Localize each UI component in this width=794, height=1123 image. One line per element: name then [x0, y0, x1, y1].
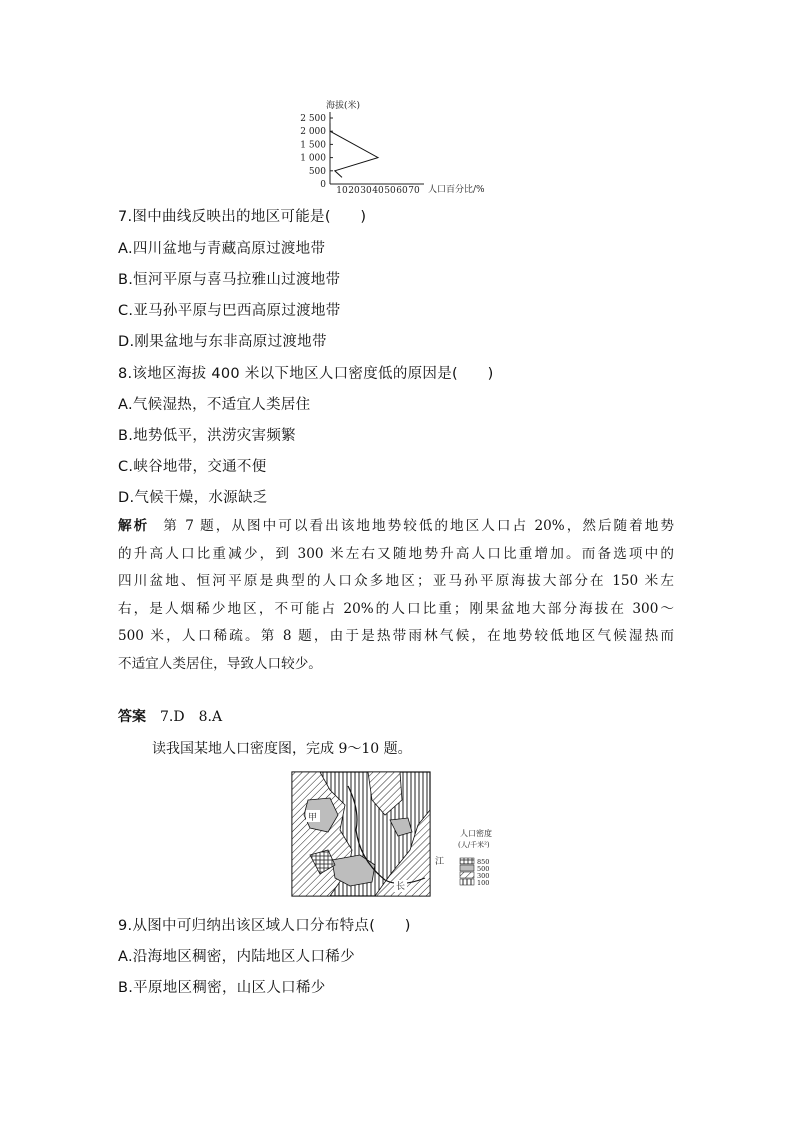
analysis-label: 解析 [118, 518, 150, 534]
analysis-line: 的升高人口比重减少，到 300 米左右又随地势升高人口比重增加。而备选项中的 [118, 545, 674, 562]
legend-label-850: 850 [477, 858, 490, 866]
map-label-chang: 长 [396, 882, 406, 892]
y-tick-label: 1 000 [300, 153, 326, 164]
q8-option-a: A.气候湿热，不适宜人类居住 [118, 397, 311, 413]
q7-option-b: B.恒河平原与喜马拉雅山过渡地带 [118, 272, 341, 288]
legend-swatch-100 [460, 879, 474, 885]
legend-swatch-850 [460, 858, 474, 864]
x-tick-label: 70 [408, 186, 420, 196]
y-tick-label: 2 500 [300, 114, 326, 124]
legend-label-500: 500 [477, 865, 490, 873]
y-tick-label: 0 [320, 180, 326, 190]
q9-option-b: B.平原地区稠密，山区人口稀少 [118, 980, 326, 996]
altitude-population-chart [290, 96, 510, 200]
legend-label-100: 100 [477, 879, 490, 887]
q8-stem: 8.该地区海拔 400 米以下地区人口密度低的原因是( ) [118, 366, 494, 382]
q9-stem: 9.从图中可归纳出该区域人口分布特点( ) [118, 918, 411, 934]
q8-option-b: B.地势低平，洪涝灾害频繁 [118, 428, 296, 444]
x-tick-label: 50 [384, 186, 396, 196]
chart-ylabel: 海拔(米) [326, 101, 361, 111]
answer-label: 答案 [118, 709, 146, 725]
legend-label-300: 300 [477, 872, 490, 880]
analysis-line: 500 米，人口稀疏。第 8 题，由于是热带雨林气候，在地势较低地区气候湿热而 [118, 628, 674, 644]
legend-title: 人口密度 [460, 829, 492, 838]
x-tick-label: 40 [372, 186, 384, 196]
map-label-jiang: 江 [435, 857, 445, 867]
x-tick-label: 30 [360, 186, 372, 196]
section-intro: 读我国某地人口密度图，完成 9～10 题。 [152, 741, 412, 757]
chart-xlabel: 人口百分比/% [428, 185, 485, 195]
x-tick-labels [336, 186, 420, 196]
legend-swatch-500 [460, 865, 474, 871]
analysis-line: 不适宜人类居住，导致人口较少。 [118, 655, 322, 672]
q7-stem: 7.图中曲线反映出的地区可能是( ) [118, 209, 367, 225]
q7-option-c: C.亚马孙平原与巴西高原过渡地带 [118, 303, 341, 319]
analysis-line: 四川盆地、恒河平原是典型的人口众多地区；亚马孙平原海拔大部分在 150 米左 [118, 573, 674, 589]
x-tick-label: 60 [396, 186, 408, 196]
answer-8: 8.A [198, 709, 223, 725]
population-density-map [290, 770, 500, 900]
q7-option-a: A.四川盆地与青藏高原过渡地带 [118, 241, 326, 257]
analysis-block [118, 513, 674, 678]
answer-7: 7.D [160, 709, 185, 725]
analysis-line: 右，是人烟稀少地区，不可能占 20%的人口比重；刚果盆地大部分海拔在 300～ [118, 600, 674, 617]
legend-swatch-300 [460, 872, 474, 878]
x-tick-label: 20 [348, 186, 360, 196]
q8-option-c: C.峡谷地带，交通不便 [118, 459, 267, 475]
legend-unit: (人/千米²) [458, 841, 490, 849]
q9-option-a: A.沿海地区稠密，内陆地区人口稀少 [118, 949, 355, 965]
map-label-jia: 甲 [308, 813, 318, 823]
answer-line [118, 706, 222, 726]
series-line [330, 123, 378, 177]
y-tick-labels [300, 114, 333, 190]
analysis-line: 解析 第 7 题，从图中可以看出该地地势较低的地区人口占 20%，然后随着地势 [118, 518, 674, 534]
q8-option-d: D.气候干燥，水源缺乏 [118, 490, 268, 506]
x-tick-label: 10 [336, 186, 348, 196]
y-tick-label: 1 500 [300, 140, 326, 151]
y-tick-label: 2 000 [300, 127, 326, 138]
y-tick-label: 500 [308, 166, 326, 177]
q7-option-d: D.刚果盆地与东非高原过渡地带 [118, 334, 327, 350]
